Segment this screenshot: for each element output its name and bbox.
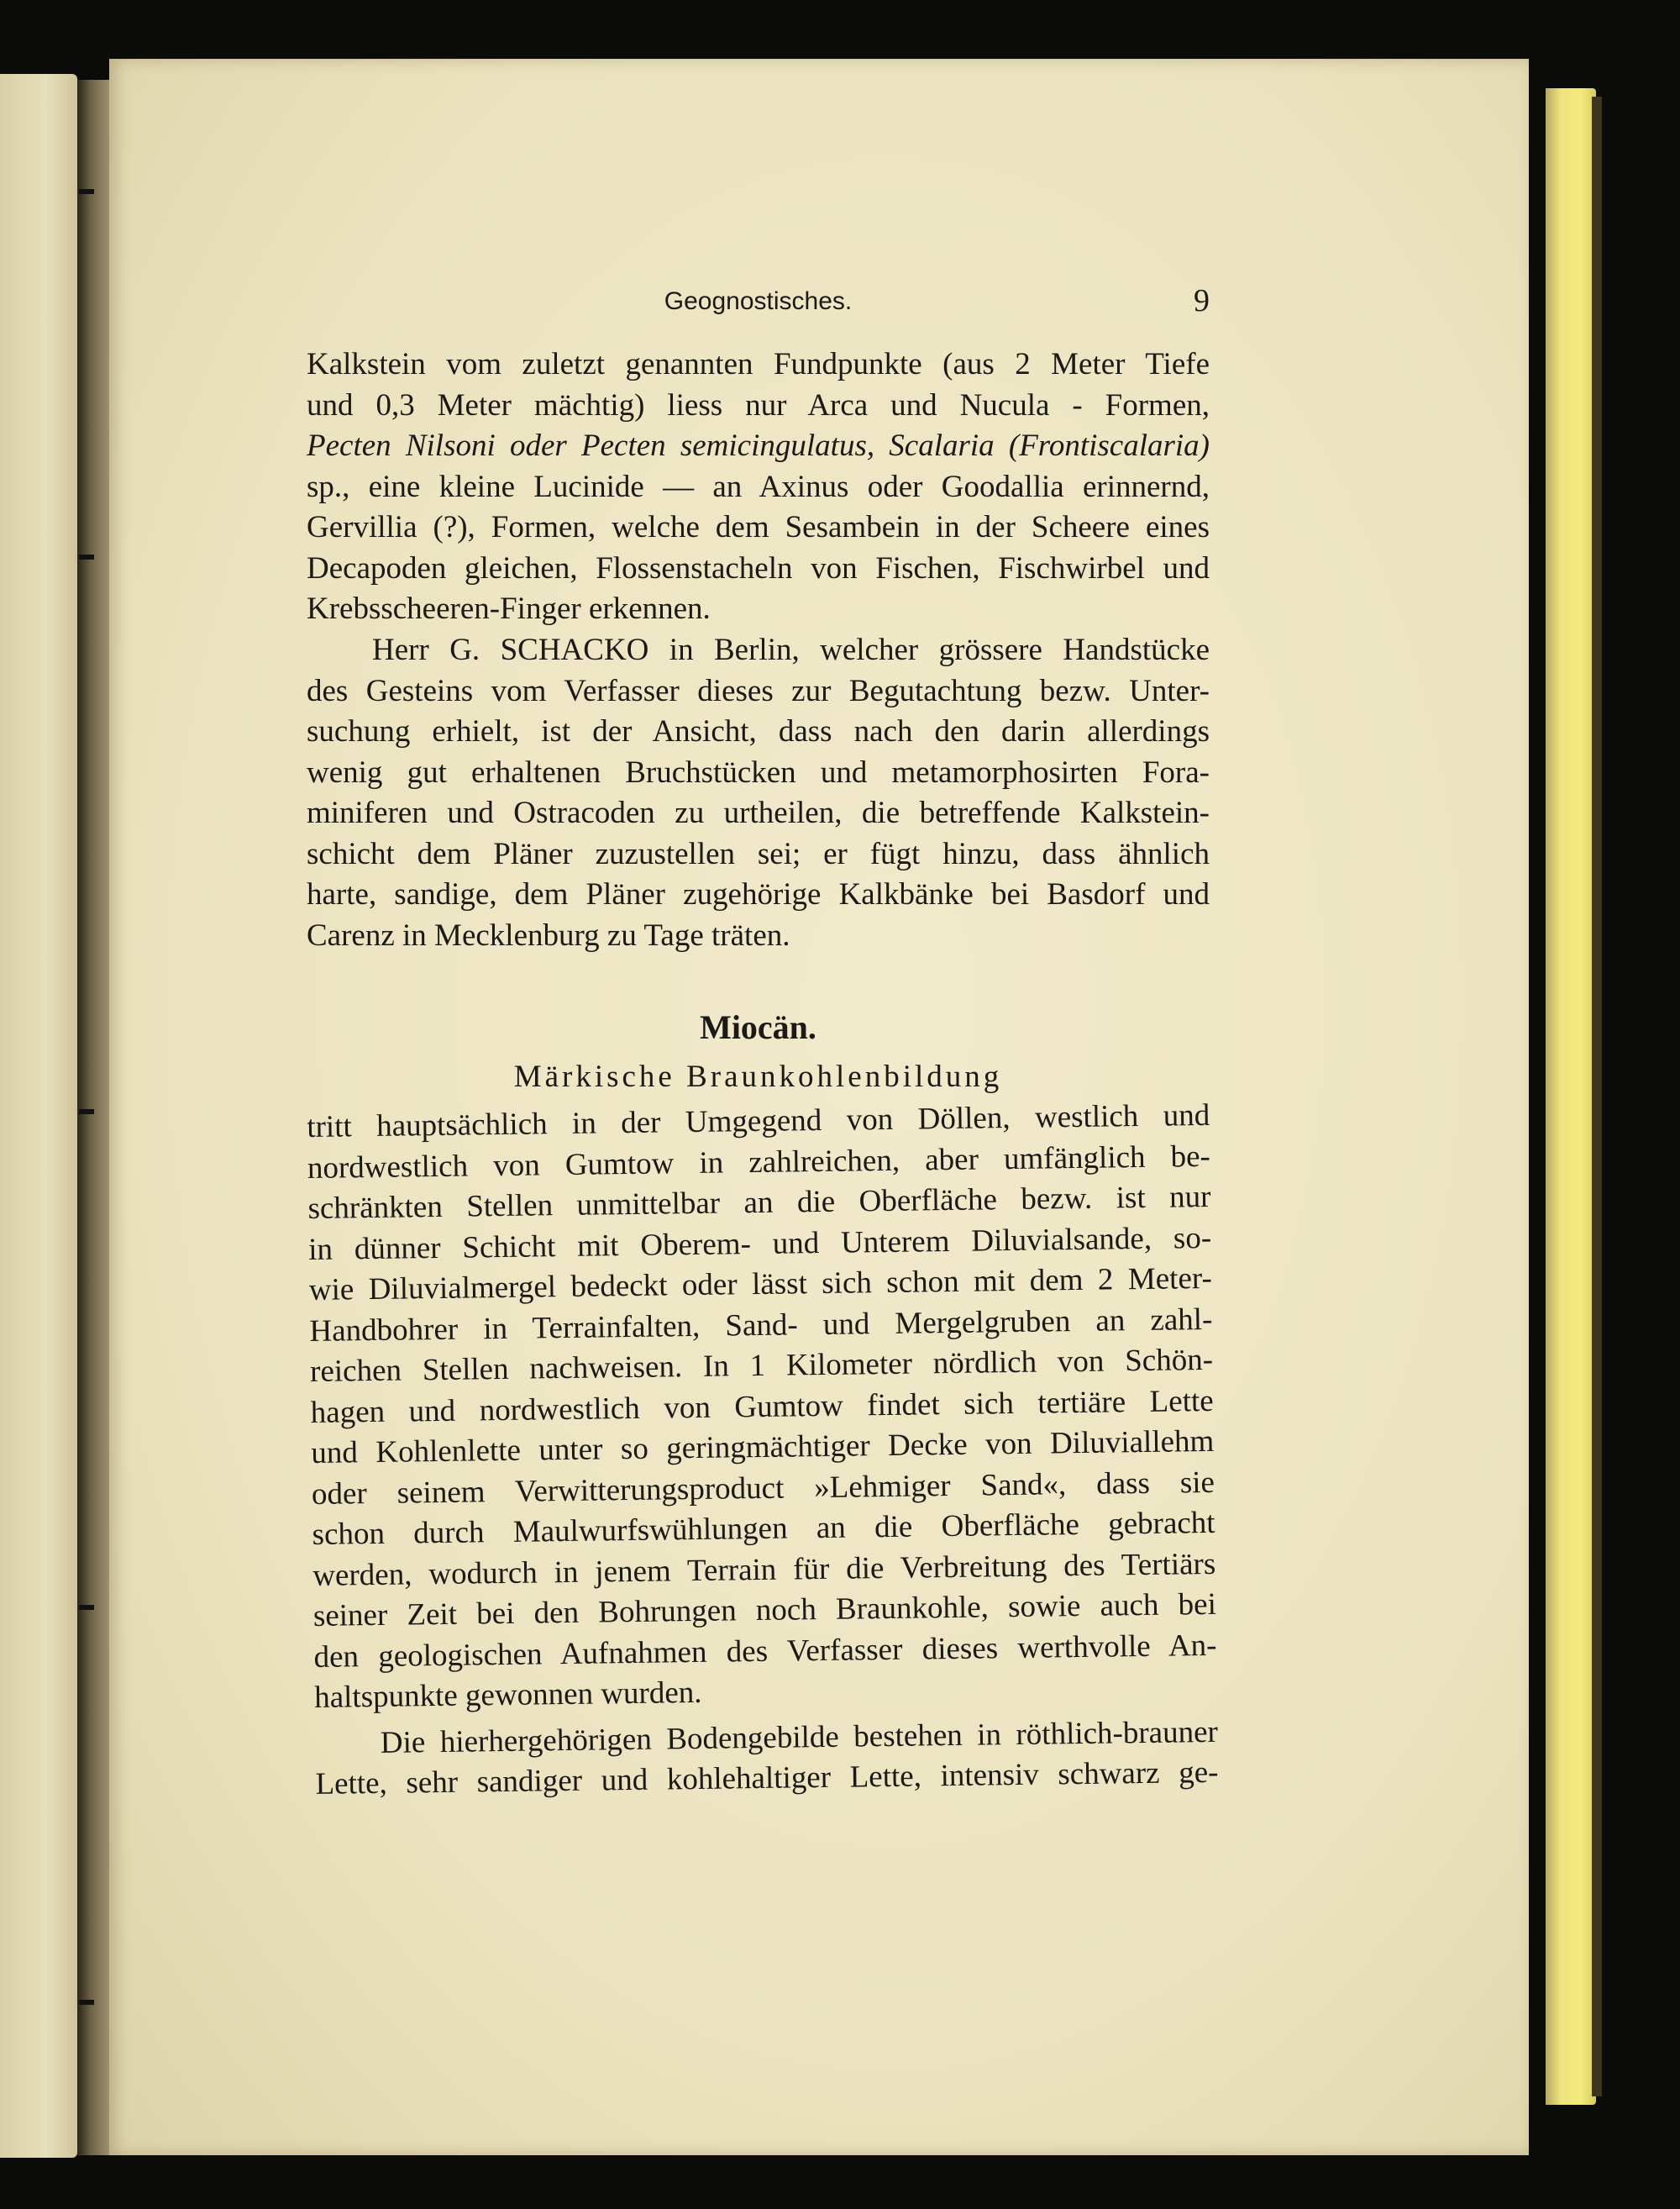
gutter-mark: [79, 2000, 94, 2005]
gutter-mark: [79, 1605, 94, 1610]
page-header: [307, 283, 1210, 324]
text-line: den geologischen Aufnahmen des Verfasser dieses werthvolle An-: [313, 1628, 1217, 1675]
gutter-mark: [79, 555, 94, 560]
facing-page-edge: [0, 74, 77, 2158]
running-head: Geognostisches.: [664, 287, 853, 315]
text-line: sp., eine kleine Lucinide — an Axinus oder Goodallia erinnernd,: [307, 469, 1210, 504]
text-line: Die hierhergehörigen Bodengebilde bestehen in röthlich-brauner: [380, 1714, 1219, 1760]
text-line: schicht dem Pläner zuzustellen sei; er fügt hinzu, dass ähnlich: [307, 836, 1210, 871]
text-line: und Kohlenlette unter so geringmächtiger Decke von Diluviallehm: [311, 1423, 1215, 1470]
gutter-mark: [79, 1109, 94, 1114]
text-line: nordwestlich von Gumtow in zahlreichen, aber umfänglich be-: [307, 1139, 1211, 1186]
text-line: Herr G. SCHACKO in Berlin, welcher grössere Handstücke: [372, 633, 1210, 667]
text-line: werden, wodurch in jenem Terrain für die Verbreitung des Tertiärs: [312, 1546, 1216, 1593]
text-line: Krebsscheeren-Finger erkennen.: [307, 592, 711, 626]
text-line: Handbohrer in Terrainfalten, Sand- und Mergelgruben an zahl-: [309, 1302, 1213, 1349]
paragraph-2: [307, 630, 1210, 956]
text-line: Decapoden gleichen, Flossenstacheln von Fischen, Fischwirbel und: [307, 550, 1210, 586]
text-line: tritt hauptsächlich in der Umgegend von Döllen, westlich und: [307, 1097, 1210, 1144]
text-line: harte, sandige, dem Pläner zugehörige Kalkbänke bei Basdorf und: [307, 877, 1210, 912]
text-line: schon durch Maulwurfswühlungen an die Oberfläche gebracht: [312, 1505, 1215, 1552]
text-line: seiner Zeit bei den Bohrungen noch Braunkohle, sowie auch bei: [312, 1586, 1217, 1633]
text-line: in dünner Schicht mit Oberem- und Unterem Diluvialsande, so-: [307, 1220, 1212, 1267]
page-stack-edge: [1546, 88, 1596, 2105]
cover-edge: [1592, 97, 1602, 2096]
text-line: Pecten Nilsoni oder Pecten semicingulatus, Scalaria (Frontiscalaria): [307, 429, 1210, 463]
text-line: Lette, sehr sandiger und kohlehaltiger Lette, intensiv schwarz ge-: [315, 1754, 1219, 1801]
page-number: 9: [1194, 283, 1210, 318]
text-line: schränkten Stellen unmittelbar an die Oberfläche bezw. ist nur: [307, 1179, 1211, 1226]
text-line: des Gesteins vom Verfasser dieses zur Begutachtung bezw. Unter-: [307, 673, 1210, 708]
text-line: miniferen und Ostracoden zu urtheilen, die betreffende Kalkstein-: [307, 796, 1210, 830]
text-line: wie Diluvialmergel bedeckt oder lässt sich schon mit dem 2 Meter-: [308, 1260, 1213, 1307]
text-line: Carenz in Mecklenburg zu Tage träten.: [307, 918, 790, 953]
text-line: reichen Stellen nachweisen. In 1 Kilometer nördlich von Schön-: [309, 1342, 1214, 1389]
text-line: und 0,3 Meter mächtig) liess nur Arca und Nucula - Formen,: [307, 387, 1210, 423]
section-subheading: Märkische Braunkohlenbildung: [513, 1060, 1003, 1094]
text-line: suchung erhielt, ist der Ansicht, dass nach den darin allerdings: [307, 714, 1210, 749]
book-gutter: [77, 80, 111, 2155]
gutter-mark: [79, 189, 94, 194]
text-line: haltspunkte gewonnen wurden.: [313, 1675, 702, 1715]
paragraph-3: [307, 1096, 1219, 1806]
text-line: hagen und nordwestlich von Gumtow findet sich tertiäre Lette: [310, 1383, 1214, 1430]
section-heading: Miocän.: [700, 1008, 816, 1046]
text-line: Kalkstein vom zuletzt genannten Fundpunkte (aus 2 Meter Tiefe: [307, 347, 1210, 381]
text-line: Gervillia (?), Formen, welche dem Sesambein in der Scheere eines: [307, 510, 1210, 544]
text-line: oder seinem Verwitterungsproduct »Lehmiger Sand«, dass sie: [311, 1465, 1215, 1512]
text-line: wenig gut erhaltenen Bruchstücken und metamorphosirten Fora-: [307, 755, 1210, 790]
paragraph-1: [307, 344, 1210, 630]
